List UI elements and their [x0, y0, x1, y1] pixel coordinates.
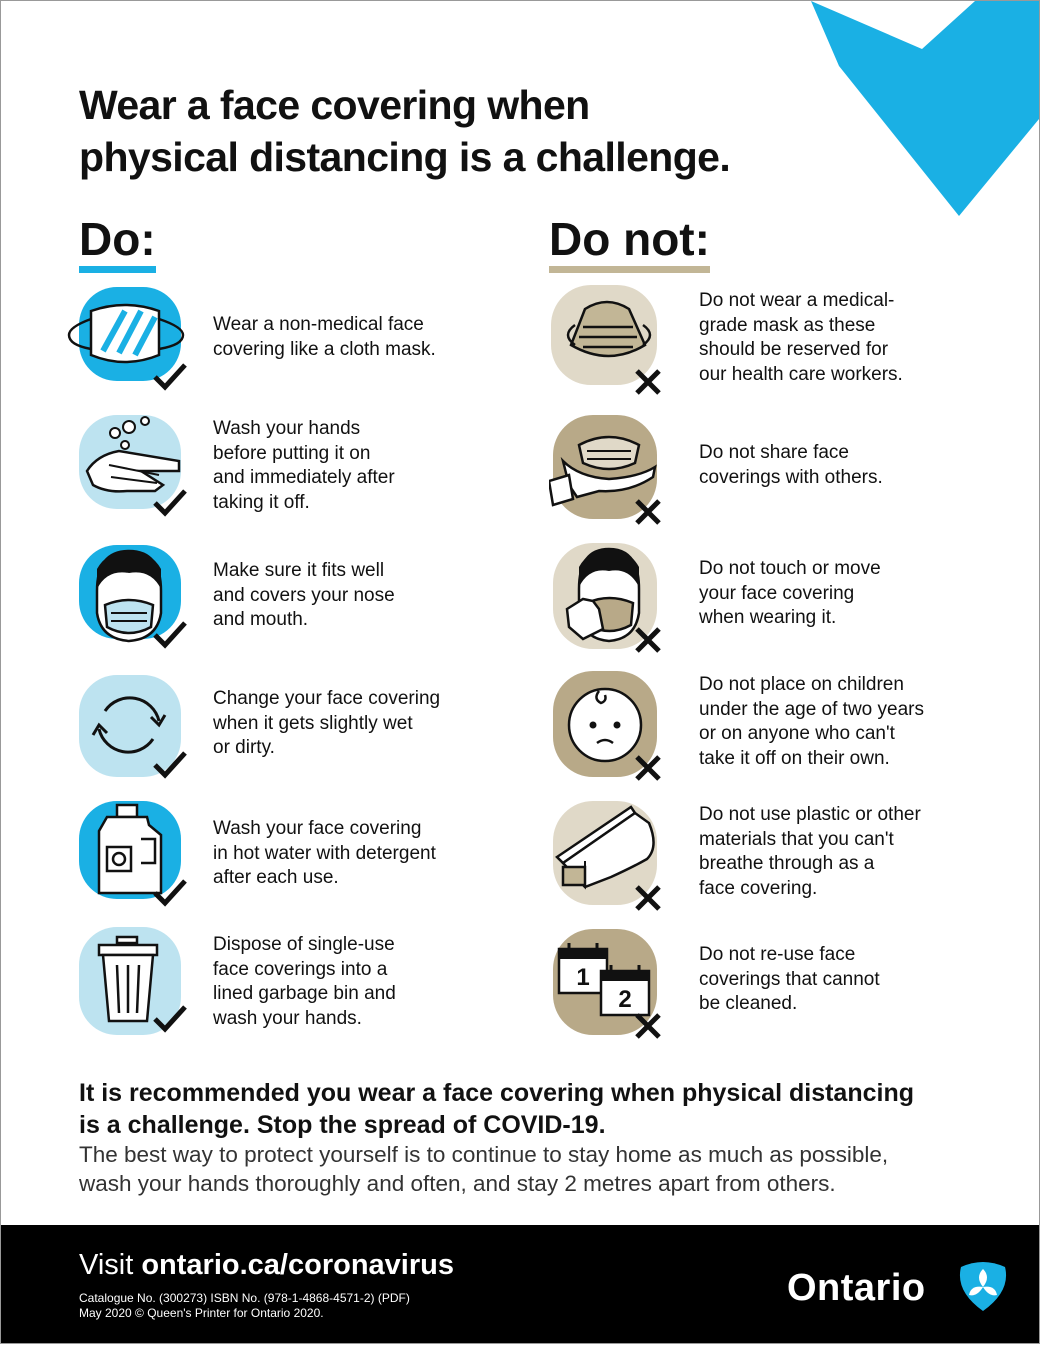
- item-text-line: under the age of two years: [699, 698, 924, 720]
- catalogue-number: Catalogue No. (300273) ISBN No. (978-1-4868-4571-2) (PDF): [79, 1291, 410, 1305]
- refresh-arrows-icon: [67, 673, 187, 783]
- item-text-line: our health care workers.: [699, 363, 903, 385]
- item-text-line: Wash your hands: [213, 418, 361, 439]
- summary-line-2: is a challenge. Stop the spread of COVID-19.: [79, 1111, 606, 1139]
- item-text-line: when wearing it.: [699, 607, 837, 628]
- trillium-logo-icon: [955, 1259, 1011, 1315]
- item-text-line: or dirty.: [213, 737, 275, 758]
- hand-washing-icon: [67, 411, 187, 521]
- item-text-line: lined garbage bin and: [213, 983, 396, 1004]
- item-text-line: coverings with others.: [699, 466, 883, 488]
- do-heading: Do:: [79, 215, 156, 273]
- copyright-notice: May 2020 © Queen's Printer for Ontario 2020.: [79, 1306, 324, 1320]
- item-text-line: Do not touch or move: [699, 558, 881, 579]
- item-text-line: your face covering: [699, 582, 855, 604]
- item-text-line: face covering.: [699, 877, 818, 899]
- item-text-line: and covers your nose: [213, 584, 395, 606]
- ontario-wordmark: Ontario: [787, 1267, 926, 1309]
- item-text-line: wash your hands.: [213, 1007, 362, 1029]
- item-text-line: grade mask as these: [699, 314, 876, 336]
- summary-line-1: It is recommended you wear a face covering when physical distancing: [79, 1079, 914, 1107]
- calendar-days-icon: [549, 929, 669, 1039]
- item-text-line: Do not place on children: [699, 674, 904, 695]
- item-text-line: materials that you can't: [699, 828, 894, 850]
- page-title: [79, 79, 730, 183]
- item-text-line: covering like a cloth mask.: [213, 338, 436, 360]
- item-text-line: after each use.: [213, 867, 339, 888]
- item-text-line: should be reserved for: [699, 339, 889, 360]
- detergent-bottle-icon: [67, 801, 187, 911]
- visit-label: Visit: [79, 1249, 142, 1281]
- svg-text:2: 2: [618, 986, 632, 1013]
- item-text-line: Do not use plastic or other: [699, 804, 921, 825]
- title-line-2: physical distancing is a challenge.: [79, 134, 731, 180]
- item-text-line: Wear a non-medical face: [213, 314, 424, 335]
- advice-paragraph: [79, 1141, 1019, 1198]
- baby-face-icon: [549, 671, 669, 781]
- advice-line-1: The best way to protect yourself is to continue to stay home as much as possible,: [79, 1142, 889, 1167]
- item-text-line: and mouth.: [213, 609, 309, 630]
- advice-line-2: wash your hands thoroughly and often, and stay 2 metres apart from others.: [79, 1170, 836, 1196]
- item-text-line: Wash your face covering: [213, 818, 422, 839]
- item-text-line: Do not wear a medical-: [699, 290, 895, 311]
- sharing-mask-icon: [549, 415, 669, 525]
- item-text-line: or on anyone who can't: [699, 723, 895, 744]
- item-text-line: Do not share face: [699, 442, 849, 463]
- footer-bar: [1, 1225, 1040, 1344]
- plastic-wrap-icon: [549, 801, 669, 911]
- summary-statement: [79, 1077, 1009, 1141]
- item-text-line: Change your face covering: [213, 688, 441, 709]
- item-text-line: in hot water with detergent: [213, 842, 436, 864]
- item-text-line: breathe through as a: [699, 853, 875, 874]
- item-text-line: Make sure it fits well: [213, 560, 385, 581]
- item-text-line: when it gets slightly wet: [213, 712, 413, 734]
- corner-chevron-decoration: [719, 1, 1039, 221]
- item-text-line: coverings that cannot: [699, 968, 880, 990]
- masked-face-icon: [67, 543, 187, 653]
- coronavirus-link[interactable]: ontario.ca/coronavirus: [141, 1249, 454, 1281]
- visit-line: [79, 1247, 454, 1283]
- item-text-line: face coverings into a: [213, 958, 388, 980]
- medical-mask-icon: [549, 285, 669, 395]
- item-text-line: Do not re-use face: [699, 944, 856, 965]
- item-text-line: taking it off.: [213, 491, 310, 513]
- do-not-heading: Do not:: [549, 215, 710, 273]
- item-text-line: take it off on their own.: [699, 747, 890, 769]
- item-text-line: be cleaned.: [699, 993, 798, 1014]
- publication-info: [79, 1291, 410, 1321]
- item-text-line: and immediately after: [213, 467, 395, 488]
- svg-text:1: 1: [576, 964, 590, 991]
- item-text-line: Dispose of single-use: [213, 934, 395, 955]
- garbage-bin-icon: [67, 927, 187, 1037]
- title-line-1: Wear a face covering when: [79, 82, 590, 128]
- cloth-mask-icon: [67, 285, 187, 395]
- touching-mask-icon: [549, 543, 669, 653]
- item-text-line: before putting it on: [213, 442, 371, 464]
